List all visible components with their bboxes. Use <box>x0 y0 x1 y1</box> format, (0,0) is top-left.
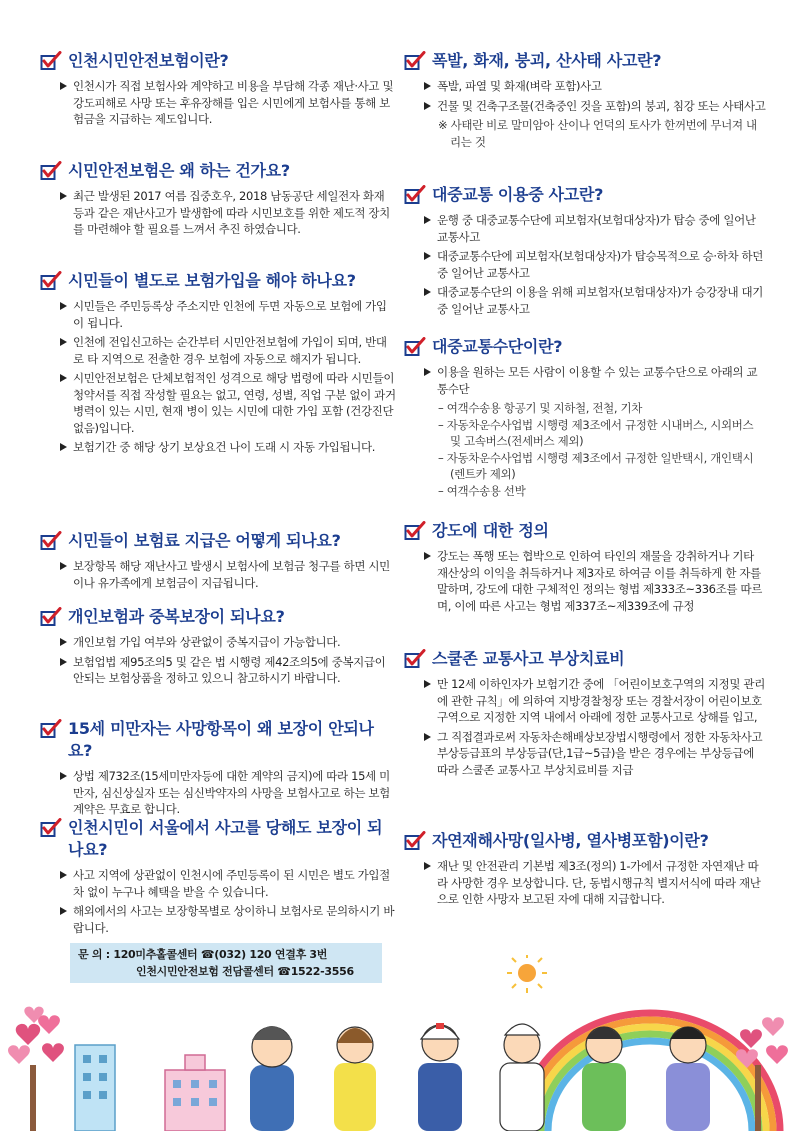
person-chef <box>500 1024 544 1131</box>
section-school-zone <box>404 648 766 781</box>
section-title: 대중교통 이용중 사고란? <box>404 184 766 206</box>
contact-line-1: 문 의 : 120미추홀콜센터 ☎(032) 120 연결후 3번 <box>78 948 328 961</box>
triangle-bullet-icon <box>60 302 67 310</box>
section-insurance-definition <box>40 50 396 131</box>
list-item: 인천시가 직접 보험사와 계약하고 비용을 부담해 각종 재난·사고 및 강도피해로 사망 또는 후유장해를 입은 시민에게 보험사를 통해 보험금을 지급하는 제도입니다. <box>60 78 396 128</box>
checkbox-icon <box>404 649 426 669</box>
building-pink <box>165 1055 225 1131</box>
section-payment <box>40 530 396 594</box>
list-item: 해외에서의 사고는 보장항목별로 상이하니 보험사로 문의하시기 바랍니다. <box>60 903 396 936</box>
checkbox-icon <box>40 719 62 739</box>
sun-icon <box>507 955 547 993</box>
triangle-bullet-icon <box>424 102 431 110</box>
sub-item: – 여객수송용 선박 <box>438 483 526 498</box>
section-title: 자연재해사망(일사병, 열사병포함)이란? <box>404 830 766 852</box>
checkbox-icon <box>40 161 62 181</box>
list-item: 인천에 전입신고하는 순간부터 시민안전보험에 가입이 되며, 반대로 타 지역으로 전출한 경우 보험에 자동으로 해지가 됩니다. <box>60 334 396 367</box>
triangle-bullet-icon <box>424 288 431 296</box>
list-item: 만 12세 이하인자가 보험기간 중에 「어린이보호구역의 지정및 관리에 관한 규칙」에 의하여 지방경찰청장 또는 경찰서장이 어린이보호구역으로 지정한 지역 내에서 아래에 정한 교통사고로 상해를 입고, <box>424 676 766 726</box>
triangle-bullet-icon <box>60 562 67 570</box>
list-item: 강도는 폭행 또는 협박으로 인하여 타인의 재물을 강취하거나 기타 재산상의 이익을 취득하거나 제3자로 하여금 이를 취득하게 한 자를 말하며, 강도에 대한 구체적인 정의는 형법 제333조~336조를 따르며, 이에 따른 사고는 형법 제337조~제339조에 규정 <box>424 548 766 614</box>
checkbox-icon <box>404 51 426 71</box>
section-title: 시민들이 보험료 지급은 어떻게 되나요? <box>40 530 396 552</box>
list-item: 대중교통수단에 피보험자(보험대상자)가 탑승목적으로 승·하차 하던 중 일어난 교통사고 <box>424 248 766 281</box>
triangle-bullet-icon <box>60 82 67 90</box>
section-explosion-fire <box>404 50 766 150</box>
section-public-transport-means <box>404 336 766 499</box>
list-item: 상법 제732조(15세미만자등에 대한 계약의 금지)에 따라 15세 미만자, 심신상실자 또는 심신박약자의 사망을 보험사고로 하는 보험계약은 무효로 합니다. <box>60 768 396 818</box>
contact-line-2: 인천시민안전보험 전담콜센터 ☎1522-3556 <box>136 965 354 978</box>
triangle-bullet-icon <box>424 216 431 224</box>
section-title: 대중교통수단이란? <box>404 336 766 358</box>
checkbox-icon <box>40 271 62 291</box>
person-woman <box>334 1027 376 1131</box>
checkbox-icon <box>404 521 426 541</box>
section-title: 스쿨존 교통사고 부상치료비 <box>404 648 766 670</box>
triangle-bullet-icon <box>424 368 431 376</box>
list-item: 보험기간 중 해당 상기 보상요건 나이 도래 시 자동 가입됩니다. <box>60 439 396 456</box>
list-item: 보험업법 제95조의5 및 같은 법 시행령 제42조의5에 중복지급이 안되는 보험상품을 정하고 있으니 참고하시기 바랍니다. <box>60 654 396 687</box>
section-natural-disaster-death <box>404 830 766 911</box>
section-why <box>40 160 396 241</box>
section-title: 강도에 대한 정의 <box>404 520 766 542</box>
rainbow-illustration <box>520 1013 780 1131</box>
list-item: 사고 지역에 상관없이 인천시에 주민등록이 된 시민은 별도 가입절차 없이 누구나 혜택을 받을 수 있습니다. <box>60 867 396 900</box>
section-seoul-accident <box>40 817 396 939</box>
triangle-bullet-icon <box>424 680 431 688</box>
triangle-bullet-icon <box>60 907 67 915</box>
person-boy <box>582 1027 626 1131</box>
triangle-bullet-icon <box>424 82 431 90</box>
section-title: 시민들이 별도로 보험가입을 해야 하나요? <box>40 270 396 292</box>
list-item: 시민안전보험은 단체보험적인 성격으로 해당 법령에 따라 시민들이 청약서를 직접 작성할 필요는 없고, 연령, 성별, 직업 구분 없이 과거병력이 있는 시민, 현재 병이 있는 시민에 대한 가입 포함 (건강진단 없음)입니다. <box>60 370 396 436</box>
triangle-bullet-icon <box>60 192 67 200</box>
list-item: 건물 및 건축구조물(건축중인 것을 포함)의 붕괴, 침강 또는 사태사고 <box>424 98 766 115</box>
section-title: 개인보험과 중복보장이 되나요? <box>40 606 396 628</box>
triangle-bullet-icon <box>60 871 67 879</box>
sub-item: – 여객수송용 항공기 및 지하철, 전철, 기차 <box>438 401 642 415</box>
section-title: 시민안전보험은 왜 하는 건가요? <box>40 160 396 182</box>
person-glasses <box>666 1027 710 1131</box>
list-item: 대중교통수단의 이용을 위해 피보험자(보험대상자)가 승강장내 대기 중 일어난 교통사고 <box>424 284 766 317</box>
triangle-bullet-icon <box>424 252 431 260</box>
list-item: 운행 중 대중교통수단에 피보험자(보험대상자)가 탑승 중에 일어난 교통사고 <box>424 212 766 245</box>
section-title: 15세 미만자는 사망항목이 왜 보장이 안되나요? <box>40 718 396 762</box>
person-helmet <box>418 1023 462 1131</box>
note-text: ※ 사태란 비로 말미암아 산이나 언덕의 토사가 한꺼번에 무너져 내리는 것 <box>438 118 757 149</box>
section-public-transport-accident <box>404 184 766 320</box>
checkbox-icon <box>404 831 426 851</box>
sub-item: – 자동차운수사업법 시행령 제3조에서 규정한 일반택시, 개인택시(렌트카 제외) <box>438 450 754 481</box>
sub-item: – 자동차운수사업법 시행령 제3조에서 규정한 시내버스, 시외버스 및 고속버스(전세버스 제외) <box>438 417 754 448</box>
section-title: 인천시민이 서울에서 사고를 당해도 보장이 되나요? <box>40 817 396 861</box>
section-separate-enrollment <box>40 270 396 459</box>
triangle-bullet-icon <box>60 443 67 451</box>
list-item: 폭발, 파열 및 화재(벼락 포함)사고 <box>424 78 766 95</box>
list-item: 재난 및 안전관리 기본법 제3조(정의) 1-가에서 규정한 자연재난 따라 사망한 경우 보상합니다. 단, 동법시행규칙 별지서식에 따라 재난으로 인한 사망자 보고된 자에 대해 지급합니다. <box>424 858 766 908</box>
heart-tree-left <box>8 1007 64 1131</box>
list-item: 이용을 원하는 모든 사람이 이용할 수 있는 교통수단으로 아래의 교통수단 <box>424 364 766 397</box>
checkbox-icon <box>404 337 426 357</box>
checkbox-icon <box>40 51 62 71</box>
triangle-bullet-icon <box>60 338 67 346</box>
person-grandmother <box>250 1026 294 1131</box>
list-item: 그 직접결과로써 자동차손해배상보장법시행령에서 정한 자동차사고 부상등급표의 부상등급(단,1급~5급)을 받은 경우에는 부상등급에 따라 스쿨존 교통사고 부상치료비를 지급 <box>424 729 766 779</box>
checkbox-icon <box>40 531 62 551</box>
list-item: 시민들은 주민등록상 주소지만 인천에 두면 자동으로 보험에 가입이 됩니다. <box>60 298 396 331</box>
section-under-15 <box>40 718 396 821</box>
section-duplicate-coverage <box>40 606 396 690</box>
list-item: 보장항목 해당 재난사고 발생시 보험사에 보험금 청구를 하면 시민이나 유가족에게 보험금이 지급됩니다. <box>60 558 396 591</box>
footer-illustration <box>0 955 800 1131</box>
list-item: 최근 발생된 2017 여름 집중호우, 2018 남동공단 세일전자 화재 등과 같은 재난사고가 발생함에 따라 시민보호를 위한 제도적 장치를 마련해야 할 필요를 느껴서 추진 하였습니다. <box>60 188 396 238</box>
triangle-bullet-icon <box>60 658 67 666</box>
triangle-bullet-icon <box>60 374 67 382</box>
triangle-bullet-icon <box>60 772 67 780</box>
list-item: 개인보험 가입 여부와 상관없이 중복지급이 가능합니다. <box>60 634 396 651</box>
building-blue <box>75 1045 115 1131</box>
section-title: 폭발, 화재, 붕괴, 산사태 사고란? <box>404 50 766 72</box>
checkbox-icon <box>404 185 426 205</box>
triangle-bullet-icon <box>424 552 431 560</box>
checkbox-icon <box>40 818 62 838</box>
section-robbery-definition <box>404 520 766 617</box>
triangle-bullet-icon <box>424 733 431 741</box>
triangle-bullet-icon <box>60 638 67 646</box>
section-title: 인천시민안전보험이란? <box>40 50 396 72</box>
checkbox-icon <box>40 607 62 627</box>
triangle-bullet-icon <box>424 862 431 870</box>
